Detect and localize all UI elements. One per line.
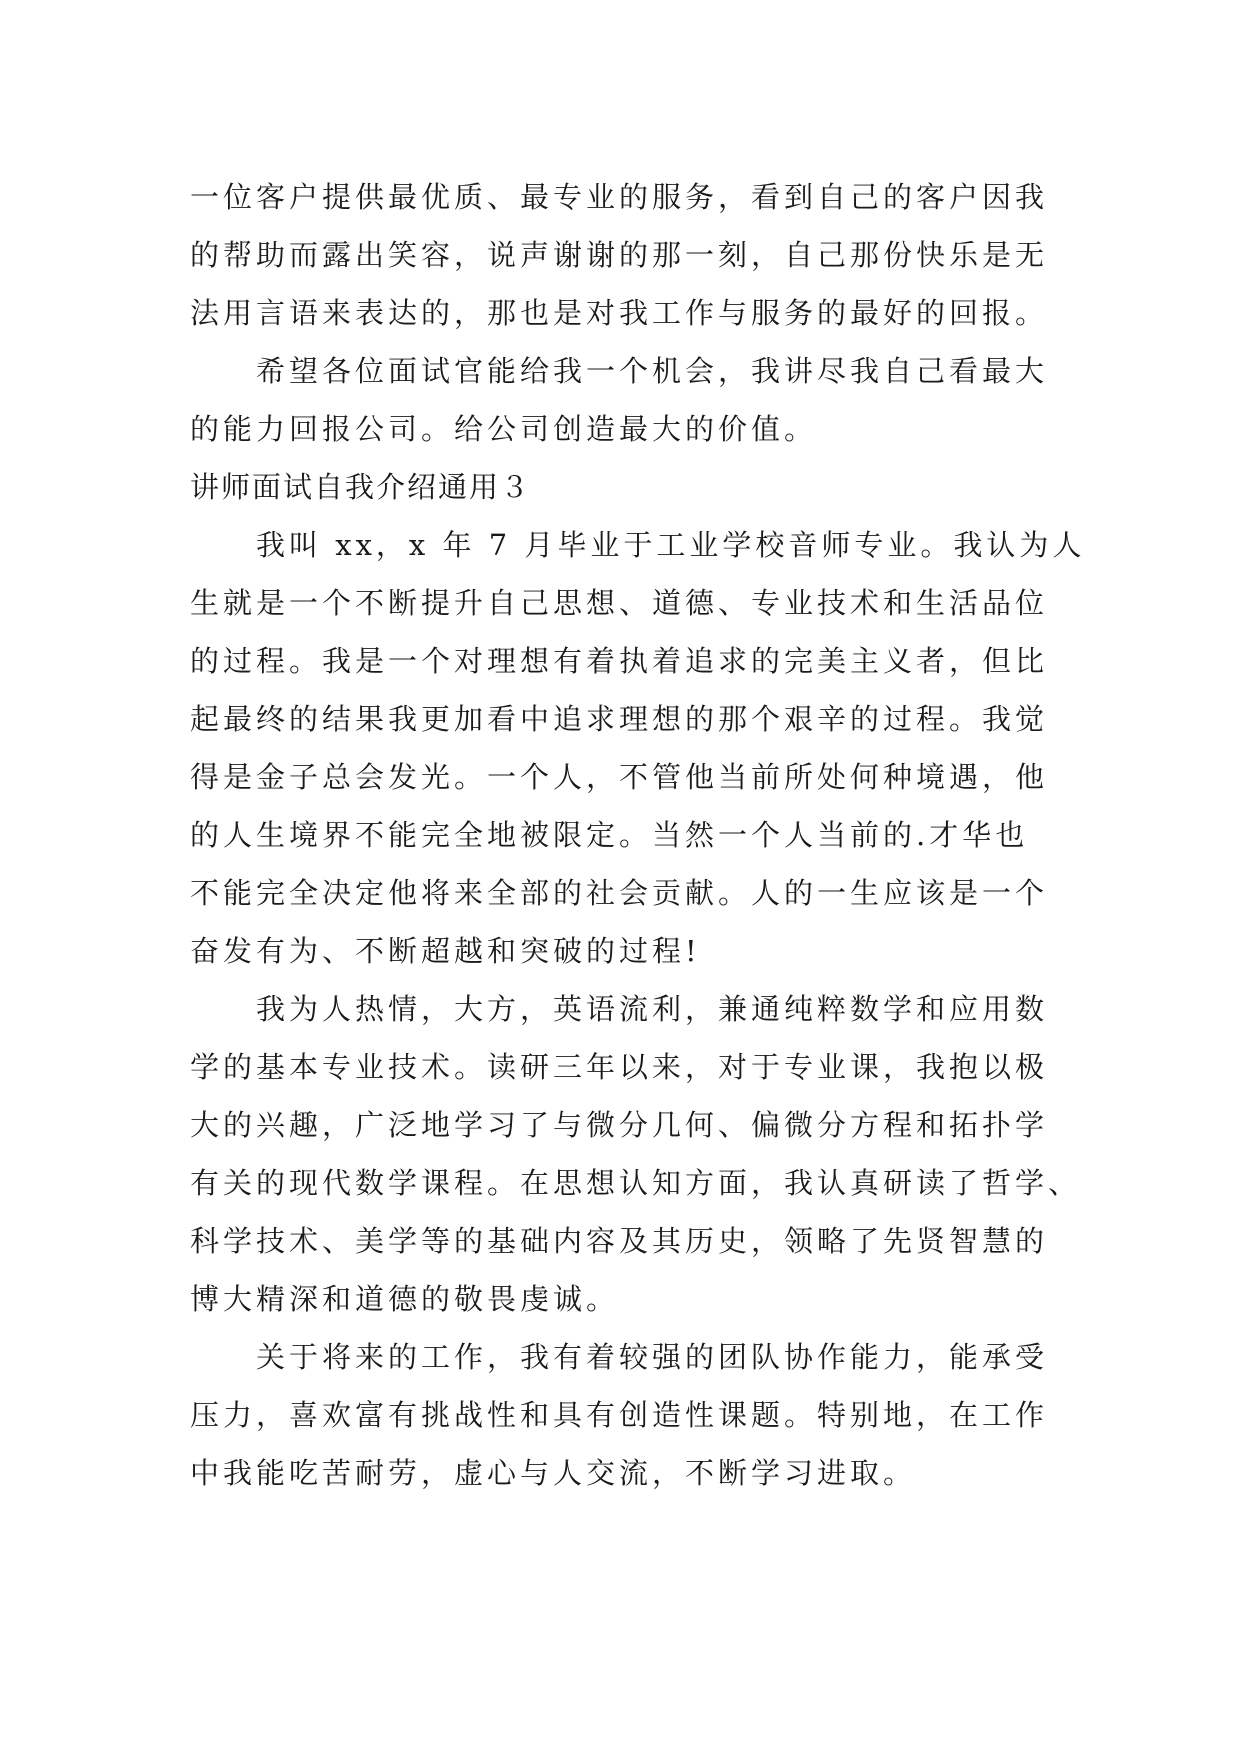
paragraph-line: 一位客户提供最优质、最专业的服务，看到自己的客户因我	[190, 180, 1049, 214]
paragraph-line: 的过程。我是一个对理想有着执着追求的完美主义者，但比	[190, 644, 1049, 678]
paragraph	[190, 342, 1058, 458]
paragraph	[190, 516, 1086, 980]
paragraph	[190, 980, 1082, 1328]
paragraph-line: 起最终的结果我更加看中追求理想的那个艰辛的过程。我觉	[190, 702, 1049, 736]
paragraph-line: 大的兴趣，广泛地学习了与微分几何、偏微分方程和拓扑学	[190, 1108, 1049, 1142]
paragraph-line: 博大精深和道德的敬畏虔诚。	[190, 1282, 620, 1316]
paragraph	[190, 1328, 1058, 1502]
paragraph-line: 得是金子总会发光。一个人，不管他当前所处何种境遇，他	[190, 760, 1049, 794]
document-body	[190, 168, 1086, 1502]
paragraph-line: 我为人热情，大方，英语流利，兼通纯粹数学和应用数	[256, 992, 1049, 1026]
paragraph-line: 不能完全决定他将来全部的社会贡献。人的一生应该是一个	[190, 876, 1049, 910]
paragraph-line: 奋发有为、不断超越和突破的过程!	[190, 934, 701, 968]
paragraph-line: 关于将来的工作，我有着较强的团队协作能力，能承受	[256, 1340, 1049, 1374]
paragraph-line: 学的基本专业技术。读研三年以来，对于专业课，我抱以极	[190, 1050, 1049, 1084]
section-heading	[190, 458, 1058, 516]
paragraph	[190, 168, 1058, 342]
heading-text: 讲师面试自我介绍通用３	[190, 470, 532, 504]
paragraph-line: 的能力回报公司。给公司创造最大的价值。	[190, 412, 818, 446]
paragraph-line: 的帮助而露出笑容，说声谢谢的那一刻，自己那份快乐是无	[190, 238, 1049, 272]
paragraph-line: 压力，喜欢富有挑战性和具有创造性课题。特别地，在工作	[190, 1398, 1049, 1432]
paragraph-line: 中我能吃苦耐劳，虚心与人交流，不断学习进取。	[190, 1456, 917, 1490]
paragraph-line: 的人生境界不能完全地被限定。当然一个人当前的.才华也	[190, 818, 1029, 852]
paragraph-line: 科学技术、美学等的基础内容及其历史，领略了先贤智慧的	[190, 1224, 1049, 1258]
paragraph-line: 生就是一个不断提升自己思想、道德、专业技术和生活品位	[190, 586, 1049, 620]
paragraph-line: 法用言语来表达的，那也是对我工作与服务的最好的回报。	[190, 296, 1049, 330]
paragraph-line: 我叫 xx，x 年 7 月毕业于工业学校音师专业。我认为人	[256, 528, 1086, 562]
paragraph-line: 希望各位面试官能给我一个机会，我讲尽我自己看最大	[256, 354, 1049, 388]
paragraph-line: 有关的现代数学课程。在思想认知方面，我认真研读了哲学、	[190, 1166, 1082, 1200]
